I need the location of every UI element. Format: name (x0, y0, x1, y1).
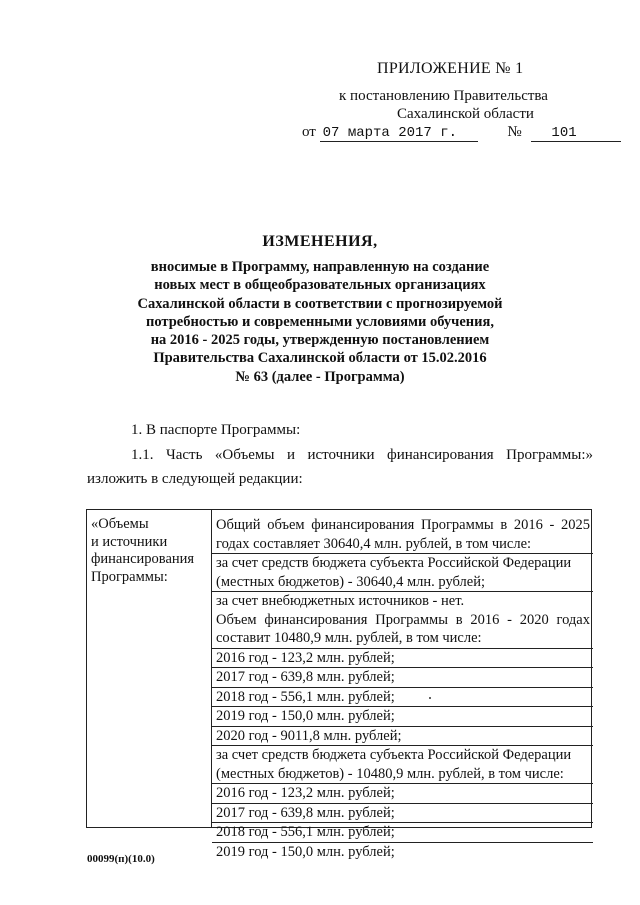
decree-date-row (302, 124, 621, 142)
funding-row: за счет средств бюджета субъекта Российской Федерации (216, 747, 572, 763)
subtitle-line: № 63 (далее - Программа) (235, 368, 405, 385)
subtitle-line: Правительства Сахалинской области от 15.02.2016 (153, 350, 487, 367)
subtitle-line: новых мест в общеобразовательных организациях (154, 277, 486, 294)
date-prefix: от (302, 124, 316, 140)
funding-row: 2016 год - 123,2 млн. рублей; (216, 785, 395, 801)
subtitle-line: на 2016 - 2025 годы, утвержденную постановлением (150, 332, 490, 349)
footer-code: 00099(п)(10.0) (87, 853, 155, 865)
paragraph-1: 1. В паспорте Программы: (131, 422, 301, 438)
funding-row: 2020 год - 9011,8 млн. рублей; (216, 727, 402, 744)
funding-row: 2017 год - 639,8 млн. рублей; (216, 669, 395, 685)
appendix-title: ПРИЛОЖЕНИЕ № 1 (377, 60, 524, 77)
document-title: ИЗМЕНЕНИЯ, (262, 233, 378, 250)
decree-number: 101 (531, 125, 621, 142)
funding-row: 2017 год - 639,8 млн. рублей; (216, 804, 395, 821)
funding-row: составит 10480,9 млн. рублей, в том числе: (216, 630, 482, 646)
funding-row: 2019 год - 150,0 млн. рублей; (216, 708, 395, 724)
scan-speck (429, 697, 431, 699)
subtitle-line: Сахалинской области в соответствии с прогнозируемой (137, 295, 503, 312)
label-line: Программы: (91, 569, 168, 586)
funding-row: за счет средств бюджета субъекта Российской Федерации (216, 555, 572, 571)
funding-row: (местных бюджетов) - 10480,9 млн. рублей, в том числе: (216, 765, 564, 782)
label-line: «Объемы (91, 516, 149, 532)
funding-row: 2018 год - 556,1 млн. рублей; (216, 688, 395, 705)
funding-row: 2016 год - 123,2 млн. рублей; (216, 649, 395, 666)
funding-row: годах составляет 30640,4 млн. рублей, в том числе: (216, 535, 532, 552)
decree-date: 07 марта 2017 г. (320, 125, 478, 142)
number-label: № (507, 124, 522, 140)
funding-row: Объем финансирования Программы в 2016 - 2020 годах (216, 611, 590, 628)
label-line: и источники (91, 533, 168, 550)
funding-row: 2019 год - 150,0 млн. рублей; (216, 843, 395, 860)
appendix-line-2: Сахалинской области (397, 106, 534, 122)
funding-text-cell (216, 516, 590, 861)
subtitle-line: потребностью и современными условиями обучения, (146, 313, 494, 330)
funding-row: (местных бюджетов) - 30640,4 млн. рублей; (216, 573, 485, 590)
subtitle-line: вносимые в Программу, направленную на создание (150, 259, 490, 275)
funding-row: за счет внебюджетных источников - нет. (216, 593, 465, 609)
paragraph-1-1: 1.1. Часть «Объемы и источники финансирования Программы:» (131, 447, 593, 463)
paragraph-1-1-continuation: изложить в следующей редакции: (87, 471, 303, 487)
column-divider (211, 510, 212, 827)
funding-label-cell (91, 516, 194, 587)
label-line: финансирования (91, 551, 195, 568)
appendix-line-1: к постановлению Правительства (339, 88, 548, 104)
funding-row: Общий объем финансирования Программы в 2016 - 2025 (216, 517, 590, 533)
funding-row: 2018 год - 556,1 млн. рублей; (216, 824, 395, 840)
document-subtitle (0, 258, 640, 386)
